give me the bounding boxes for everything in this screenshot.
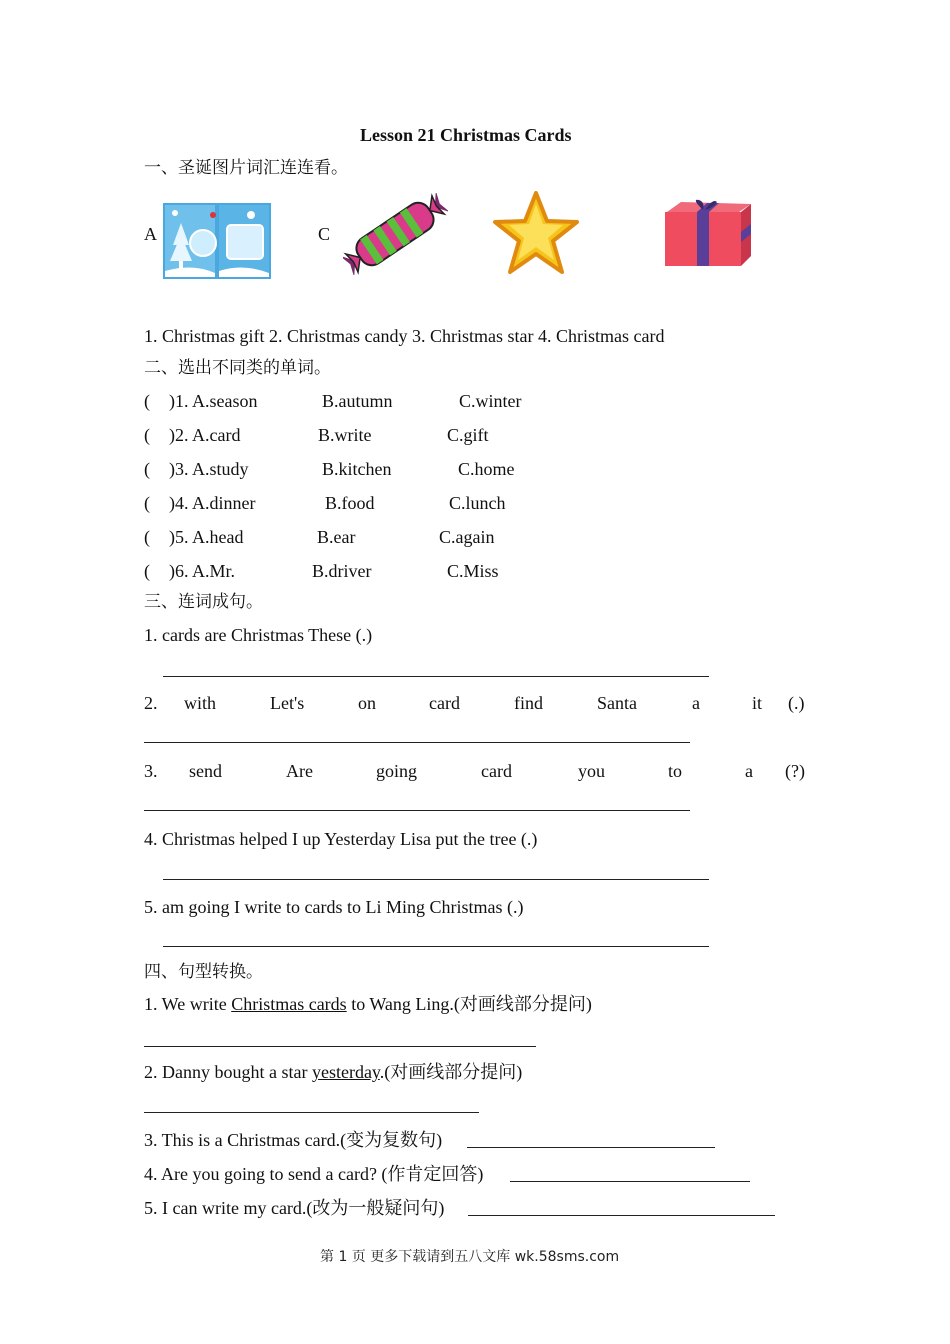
scramble-question-5: 5. am going I write to cards to Li Ming Christmas (.) — [144, 897, 524, 917]
answer-line[interactable] — [163, 879, 709, 880]
answer-line[interactable] — [468, 1215, 775, 1216]
answer-line[interactable] — [144, 1046, 536, 1047]
option-a: )2. A.card — [169, 425, 241, 445]
question-text: .(对画线部分提问) — [379, 1062, 523, 1082]
scramble-word: Are — [286, 761, 313, 781]
scramble-word: on — [358, 693, 376, 713]
option-b: B.autumn — [322, 391, 393, 411]
choice-row — [0, 390, 950, 412]
scramble-word: you — [578, 761, 605, 781]
answer-paren[interactable]: ( — [144, 561, 150, 581]
option-b: B.food — [325, 493, 375, 513]
answer-paren[interactable]: ( — [144, 493, 150, 513]
option-a: )6. A.Mr. — [169, 561, 236, 581]
option-a: )5. A.head — [169, 527, 244, 547]
scramble-word: card — [481, 761, 512, 781]
answer-line[interactable] — [510, 1181, 750, 1182]
answer-paren[interactable]: ( — [144, 391, 150, 411]
underlined-text: Christmas cards — [231, 994, 347, 1014]
vocab-list: 1. Christmas gift 2. Christmas candy 3. Christmas star 4. Christmas card — [144, 326, 665, 346]
option-c: C.gift — [447, 425, 489, 445]
choice-row — [0, 526, 950, 548]
gift-box-picture — [661, 198, 755, 268]
section-3-heading: 三、连词成句。 — [144, 592, 263, 612]
section-4-heading: 四、句型转换。 — [144, 962, 263, 982]
scramble-word: Santa — [597, 693, 637, 713]
answer-line[interactable] — [144, 742, 690, 743]
answer-paren[interactable]: ( — [144, 527, 150, 547]
question-text: 1. We write — [144, 994, 232, 1014]
scramble-punct: (.) — [788, 693, 805, 713]
option-a: )3. A.study — [169, 459, 249, 479]
candy-picture — [343, 193, 448, 275]
answer-line[interactable] — [163, 676, 709, 677]
question-text: to Wang Ling.(对画线部分提问) — [346, 994, 592, 1014]
choice-row — [0, 424, 950, 446]
question-number: 2. — [144, 693, 158, 713]
scramble-word: a — [692, 693, 700, 713]
scramble-word: find — [514, 693, 543, 713]
star-picture — [491, 190, 581, 278]
transform-question-4: 4. Are you going to send a card? (作肯定回答) — [144, 1164, 484, 1184]
label-a: A — [144, 224, 157, 244]
page-title: Lesson 21 Christmas Cards — [360, 125, 572, 145]
scramble-word: a — [745, 761, 753, 781]
scramble-question-3 — [0, 760, 950, 782]
option-c: C.winter — [459, 391, 522, 411]
transform-question-3: 3. This is a Christmas card.(变为复数句) — [144, 1130, 443, 1150]
scramble-word: Let's — [270, 693, 305, 713]
option-b: B.ear — [317, 527, 356, 547]
transform-question-1 — [144, 993, 592, 1015]
option-c: C.Miss — [447, 561, 499, 581]
option-c: C.home — [458, 459, 515, 479]
scramble-punct: (?) — [785, 761, 805, 781]
option-c: C.again — [439, 527, 495, 547]
scramble-word: send — [189, 761, 222, 781]
answer-line[interactable] — [467, 1147, 715, 1148]
transform-question-2 — [144, 1061, 522, 1083]
choice-row — [0, 458, 950, 480]
scramble-word: with — [184, 693, 217, 713]
scramble-question-4: 4. Christmas helped I up Yesterday Lisa put the tree (.) — [144, 829, 538, 849]
choice-row — [0, 492, 950, 514]
answer-paren[interactable]: ( — [144, 459, 150, 479]
scramble-word: going — [376, 761, 418, 781]
scramble-word: to — [668, 761, 683, 781]
question-number: 3. — [144, 761, 158, 781]
option-b: B.kitchen — [322, 459, 392, 479]
option-a: )4. A.dinner — [169, 493, 256, 513]
answer-paren[interactable]: ( — [144, 425, 150, 445]
scramble-word: it — [752, 693, 763, 713]
answer-line[interactable] — [144, 1112, 479, 1113]
transform-question-5: 5. I can write my card.(改为一般疑问句) — [144, 1198, 445, 1218]
label-c: C — [318, 224, 331, 244]
section-2-heading: 二、选出不同类的单词。 — [144, 358, 331, 378]
option-b: B.write — [318, 425, 372, 445]
underlined-text: yesterday — [311, 1062, 380, 1082]
answer-line[interactable] — [144, 810, 690, 811]
option-c: C.lunch — [449, 493, 506, 513]
answer-line[interactable] — [163, 946, 709, 947]
christmas-card-picture — [163, 203, 271, 279]
page-footer: 第 1 页 更多下载请到五八文库 wk.58sms.com — [320, 1249, 620, 1265]
scramble-question-1: 1. cards are Christmas These (.) — [144, 625, 373, 645]
option-a: )1. A.season — [169, 391, 258, 411]
option-b: B.driver — [312, 561, 372, 581]
question-text: 2. Danny bought a star — [144, 1062, 312, 1082]
choice-row — [0, 560, 950, 582]
scramble-question-2 — [0, 692, 950, 714]
section-1-heading: 一、圣诞图片词汇连连看。 — [144, 158, 348, 178]
scramble-word: card — [429, 693, 460, 713]
